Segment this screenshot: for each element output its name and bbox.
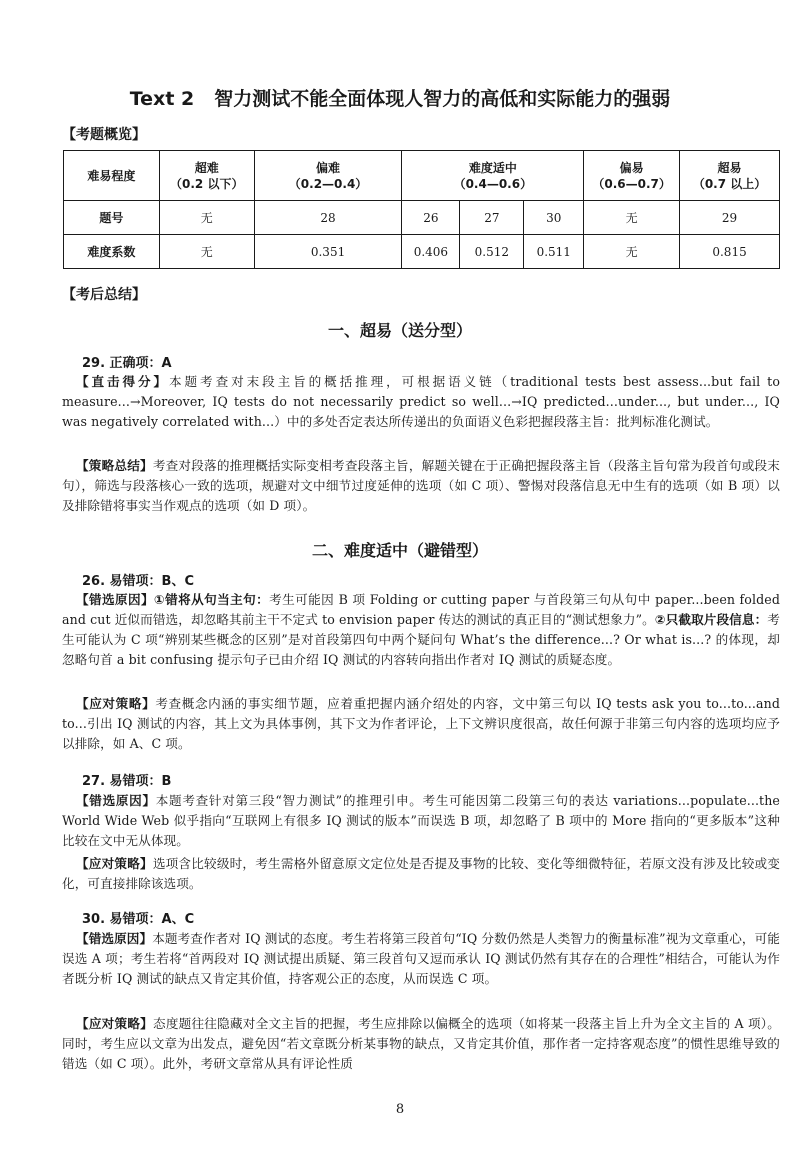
table-cell: 29 [680, 201, 780, 235]
para-text: 考查对段落的推理概括实际变相考查段落主旨，解题关键在于正确把握段落主旨（段落主旨句常为段首句或段末句），筛选与段落核心一致的选项，规避对文中细节过度延伸的选项（如 C 项）、警惕对段落信息无中生有的选项（如 B 项）以及排除错将事实当作观点的选项（如 D 项）。 [62, 458, 780, 513]
table-cell: 无 [584, 201, 680, 235]
row-label-coefficient: 难度系数 [64, 235, 160, 269]
para-emphasis: ①错将从句当主句： [154, 592, 270, 607]
table-header-row [64, 151, 780, 201]
q29-analysis [62, 372, 780, 432]
para-text: 本题考查作者对 IQ 测试的态度。考生若将第三段首句“IQ 分数仍然是人类智力的衡量标准”视为文章重心，可能误选 A 项；考生若将“首两段对 IQ 测试提出质疑、第三段首句又逗而承认 IQ 测试仍然有其存在的合理性”相结合，可能认为作者既分析 IQ 测试的缺点又肯定其价值，持客观公正的态度，从而误选 C 项。 [62, 931, 780, 986]
table-cell: 0.511 [524, 235, 584, 269]
header-very-hard: 超难 （0.2 以下） [159, 151, 254, 201]
para-lead: 【错选原因】 [76, 931, 153, 946]
para-text: 考生可能因 B 项 Folding or cutting paper 与首段第三句从句中 paper...been folded and cut 近似而错选，却忽略其前主干不定式 to envision paper 传达的测试的真正目的“测试想象力”。 [62, 592, 780, 627]
para-lead: 【错选原因】 [76, 592, 155, 607]
section-heading-medium: 二、难度适中（避错型） [311, 541, 488, 560]
table-cell: 无 [584, 235, 680, 269]
page-title [0, 84, 800, 111]
para-text: 考生可能认为 C 项“辨别某些概念的区别”是对首段第四句中两个疑问句 What’s the difference...? Or what is...? 的体现，却忽略句首 a bit confusing 提示句子已由介绍 IQ 测试的内容转向指出作者对 IQ 测试的质疑态度。 [62, 612, 780, 667]
q26-heading: 26. 易错项：B、C [82, 574, 195, 589]
q27-heading: 27. 易错项：B [82, 774, 172, 789]
table-row [64, 235, 780, 269]
para-emphasis: ②只截取片段信息： [654, 612, 768, 627]
para-text: 选项含比较级时，考生需格外留意原文定位处是否提及事物的比较、变化等细微特征，若原文没有涉及比较或变化，可直接排除该选项。 [62, 856, 780, 891]
para-lead: 【应对策略】 [76, 856, 153, 871]
para-lead: 【直击得分】 [76, 374, 170, 389]
title-text: 智力测试不能全面体现人智力的高低和实际能力的强弱 [214, 88, 671, 110]
summary-label: 【考后总结】 [62, 287, 146, 303]
q29-heading: 29. 正确项：A [82, 356, 172, 371]
table-row [64, 201, 780, 235]
overview-label: 【考题概览】 [62, 127, 146, 143]
header-very-easy: 超易 （0.7 以上） [680, 151, 780, 201]
q30-reason [62, 929, 780, 989]
table-cell: 26 [402, 201, 460, 235]
table-cell: 无 [159, 201, 254, 235]
table-cell: 0.512 [460, 235, 524, 269]
para-text: 本题考查对末段主旨的概括推理，可根据语义链（traditional tests best assess...but fail to measure...→Moreover, IQ tests do not necessarily predict so well...→IQ predicted...under..., but under..., IQ was negatively correlated with...）中的多处否定表达所传递出的负面语义色彩把握段落主旨：批判标准化测试。 [62, 374, 780, 429]
header-row-label: 难易程度 [64, 151, 160, 201]
para-lead: 【错选原因】 [76, 793, 156, 808]
para-lead: 【应对策略】 [76, 696, 156, 711]
para-lead: 【应对策略】 [76, 1016, 153, 1031]
para-text: 考查概念内涵的事实细节题，应着重把握内涵介绍处的内容，文中第三句以 IQ tests ask you to...to...and to...引出 IQ 测试的内容，其上文为具体事例，其下文为作者评论，上下文辨识度很高，故任何源于非第三句内容的选项均应予以排除，如 A、C 项。 [62, 696, 780, 751]
para-text: 本题考查针对第三段“智力测试”的推理引申。考生可能因第二段第三句的表达 variations...populate...the World Wide Web 似乎指向“互联网上有很多 IQ 测试的版本”而误选 B 项，却忽略了 B 项中的 More 指向的“更多版本”这种比较在文中无从体现。 [62, 793, 780, 848]
page-number: 8 [395, 1102, 405, 1117]
table-cell: 28 [254, 201, 402, 235]
header-easy: 偏易 （0.6—0.7） [584, 151, 680, 201]
table-cell: 无 [159, 235, 254, 269]
q27-strategy [62, 854, 780, 894]
title-code: Text 2 [129, 88, 195, 110]
table-cell: 0.815 [680, 235, 780, 269]
table-cell: 27 [460, 201, 524, 235]
q30-heading: 30. 易错项：A、C [82, 912, 195, 927]
table-cell: 30 [524, 201, 584, 235]
section-heading-easy: 一、超易（送分型） [327, 321, 472, 340]
header-medium: 难度适中 （0.4—0.6） [402, 151, 584, 201]
table-cell: 0.351 [254, 235, 402, 269]
difficulty-table [63, 150, 780, 269]
q27-reason [62, 791, 780, 851]
header-hard: 偏难 （0.2—0.4） [254, 151, 402, 201]
row-label-question: 题号 [64, 201, 160, 235]
para-text: 态度题往往隐藏对全文主旨的把握，考生应排除以偏概全的选项（如将某一段落主旨上升为全文主旨的 A 项）。同时，考生应以文章为出发点，避免因“若文章既分析某事物的缺点，又肯定其价值，那作者一定持客观态度”的惯性思维导致的错选（如 C 项）。此外，考研文章常从具有评论性质 [62, 1016, 780, 1071]
q26-reason [62, 590, 780, 670]
para-lead: 【策略总结】 [76, 458, 153, 473]
table-cell: 0.406 [402, 235, 460, 269]
q30-strategy [62, 1014, 780, 1074]
q26-strategy [62, 694, 780, 754]
q29-strategy [62, 456, 780, 516]
